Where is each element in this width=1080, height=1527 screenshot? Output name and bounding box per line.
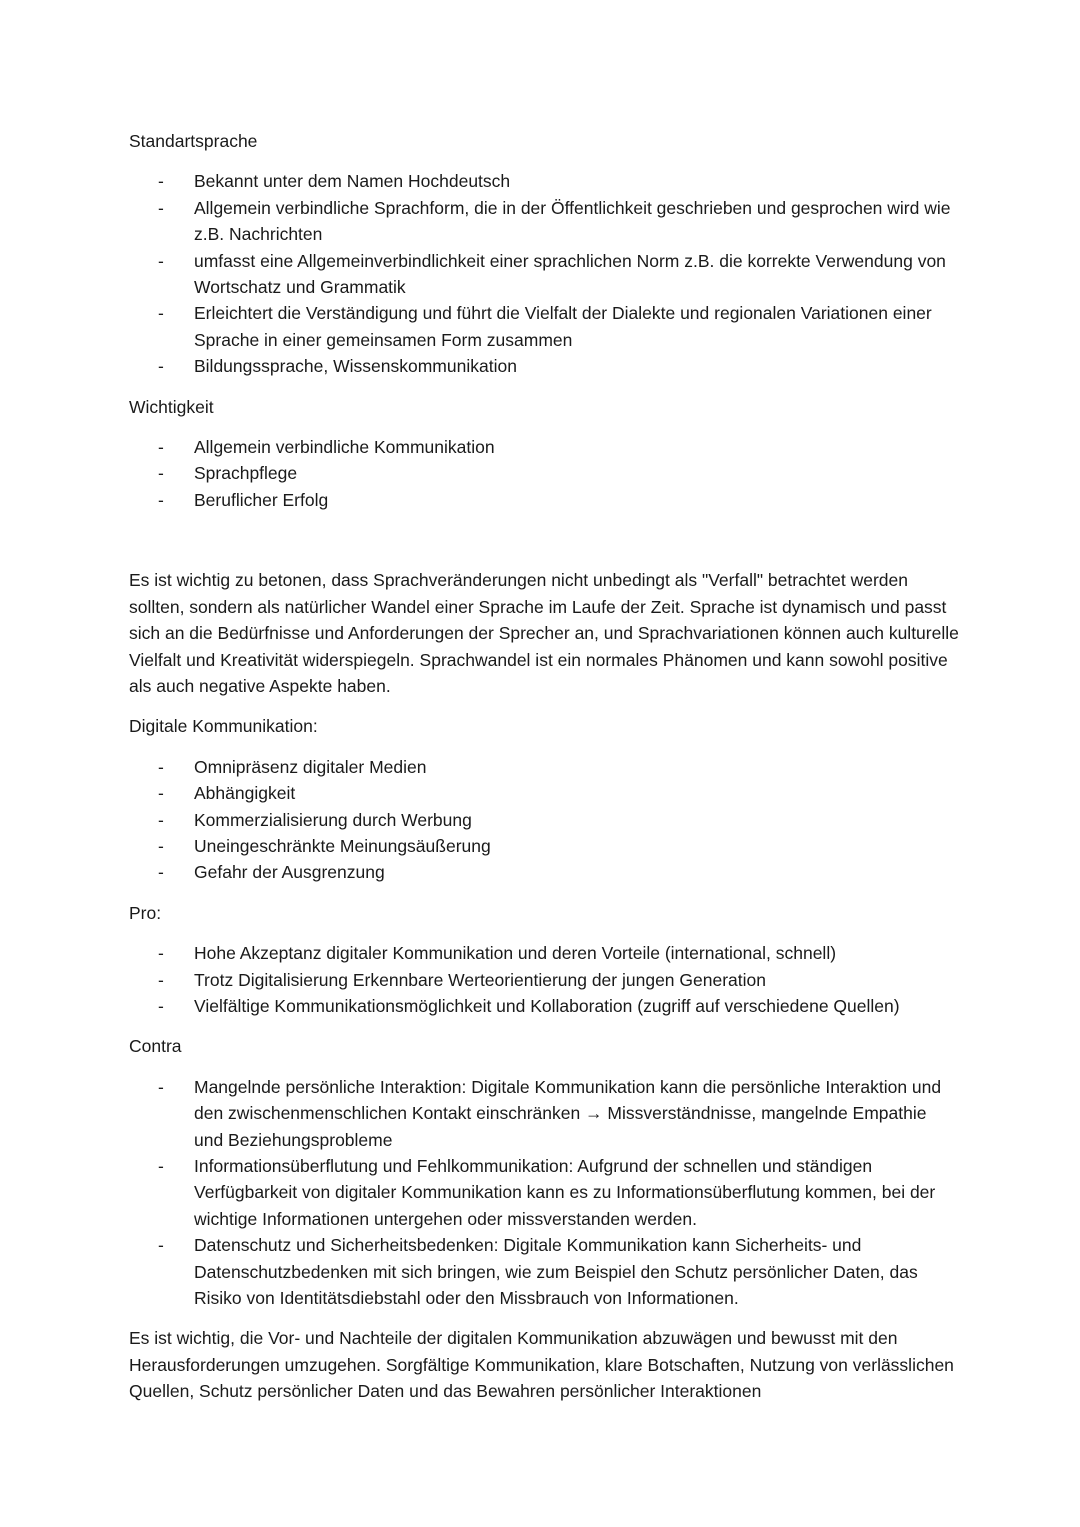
list-item: - Allgemein verbindliche Kommunikation	[194, 434, 959, 460]
list-item: - Uneingeschränkte Meinungsäußerung	[194, 833, 959, 859]
list-item: - Abhängigkeit	[194, 780, 959, 806]
list-item: - Informationsüberflutung und Fehlkommunikation: Aufgrund der schnellen und ständigen Verfügbarkeit von digitaler Kommunikation kann es zu Informationsüberflutung kommen, bei der wichtige Informationen untergehen oder missverstanden werden.	[194, 1153, 959, 1232]
heading-wichtigkeit: Wichtigkeit	[129, 396, 214, 417]
list-item: - Mangelnde persönliche Interaktion: Digitale Kommunikation kann die persönliche Interaktion und den zwischenmenschlichen Kontakt einschränken → Missverständnisse, mangelnde Empathie und Beziehungsprobleme	[194, 1074, 959, 1153]
list-pro	[129, 940, 959, 1019]
list-item: - Beruflicher Erfolg	[194, 487, 959, 513]
list-item: - Omnipräsenz digitaler Medien	[194, 754, 959, 780]
list-item: - Erleichtert die Verständigung und führt die Vielfalt der Dialekte und regionalen Variationen einer Sprache in einer gemeinsamen Form zusammen	[194, 300, 959, 353]
heading-pro: Pro:	[129, 902, 162, 923]
list-item: - Vielfältige Kommunikationsmöglichkeit und Kollaboration (zugriff auf verschiedene Quellen)	[194, 993, 959, 1019]
heading-contra: Contra	[129, 1036, 182, 1057]
list-item: - Bekannt unter dem Namen Hochdeutsch	[194, 168, 959, 194]
list-standardsprache	[129, 168, 959, 379]
list-item: - Gefahr der Ausgrenzung	[194, 859, 959, 885]
list-contra	[129, 1074, 959, 1312]
list-item: - Trotz Digitalisierung Erkennbare Werteorientierung der jungen Generation	[194, 967, 959, 993]
heading-standardsprache: Standartsprache	[129, 131, 258, 151]
heading-digitale-kommunikation: Digitale Kommunikation:	[129, 716, 318, 737]
list-item: - umfasst eine Allgemeinverbindlichkeit einer sprachlichen Norm z.B. die korrekte Verwendung von Wortschatz und Grammatik	[194, 248, 959, 301]
paragraph-sprachwandel: Es ist wichtig zu betonen, dass Sprachveränderungen nicht unbedingt als "Verfall" betrachtet werden sollten, sondern als natürlicher Wandel einer Sprache im Laufe der Zeit. Sprache ist dynamisch und passt sich an die Bedürfnisse und Anforderungen der Sprecher an, und Sprachvariationen können auch kulturelle Vielfalt und Kreativität widerspiegeln. Sprachwandel ist ein normales Phänomen und kann sowohl positive als auch negative Aspekte haben.	[129, 570, 959, 696]
list-item: - Bildungssprache, Wissenskommunikation	[194, 353, 959, 379]
list-item: - Sprachpflege	[194, 460, 959, 486]
list-digitale-kommunikation	[129, 754, 959, 886]
list-item: - Hohe Akzeptanz digitaler Kommunikation und deren Vorteile (international, schnell)	[194, 940, 959, 966]
list-item: - Datenschutz und Sicherheitsbedenken: Digitale Kommunikation kann Sicherheits- und Datenschutzbedenken mit sich bringen, wie zum Beispiel den Schutz persönlicher Daten, das Risiko von Identitätsdiebstahl oder den Missbrauch von Informationen.	[194, 1232, 959, 1311]
list-wichtigkeit	[129, 434, 959, 513]
spacer	[129, 527, 959, 567]
document-page	[129, 128, 959, 1419]
paragraph-abwaegen: Es ist wichtig, die Vor- und Nachteile der digitalen Kommunikation abzuwägen und bewusst mit den Herausforderungen umzugehen. Sorgfältige Kommunikation, klare Botschaften, Nutzung von verlässlichen Quellen, Schutz persönlicher Daten und das Bewahren persönlicher Interaktionen	[129, 1328, 954, 1402]
list-item: - Kommerzialisierung durch Werbung	[194, 807, 959, 833]
list-item: - Allgemein verbindliche Sprachform, die in der Öffentlichkeit geschrieben und gesprochen wird wie z.B. Nachrichten	[194, 195, 959, 248]
